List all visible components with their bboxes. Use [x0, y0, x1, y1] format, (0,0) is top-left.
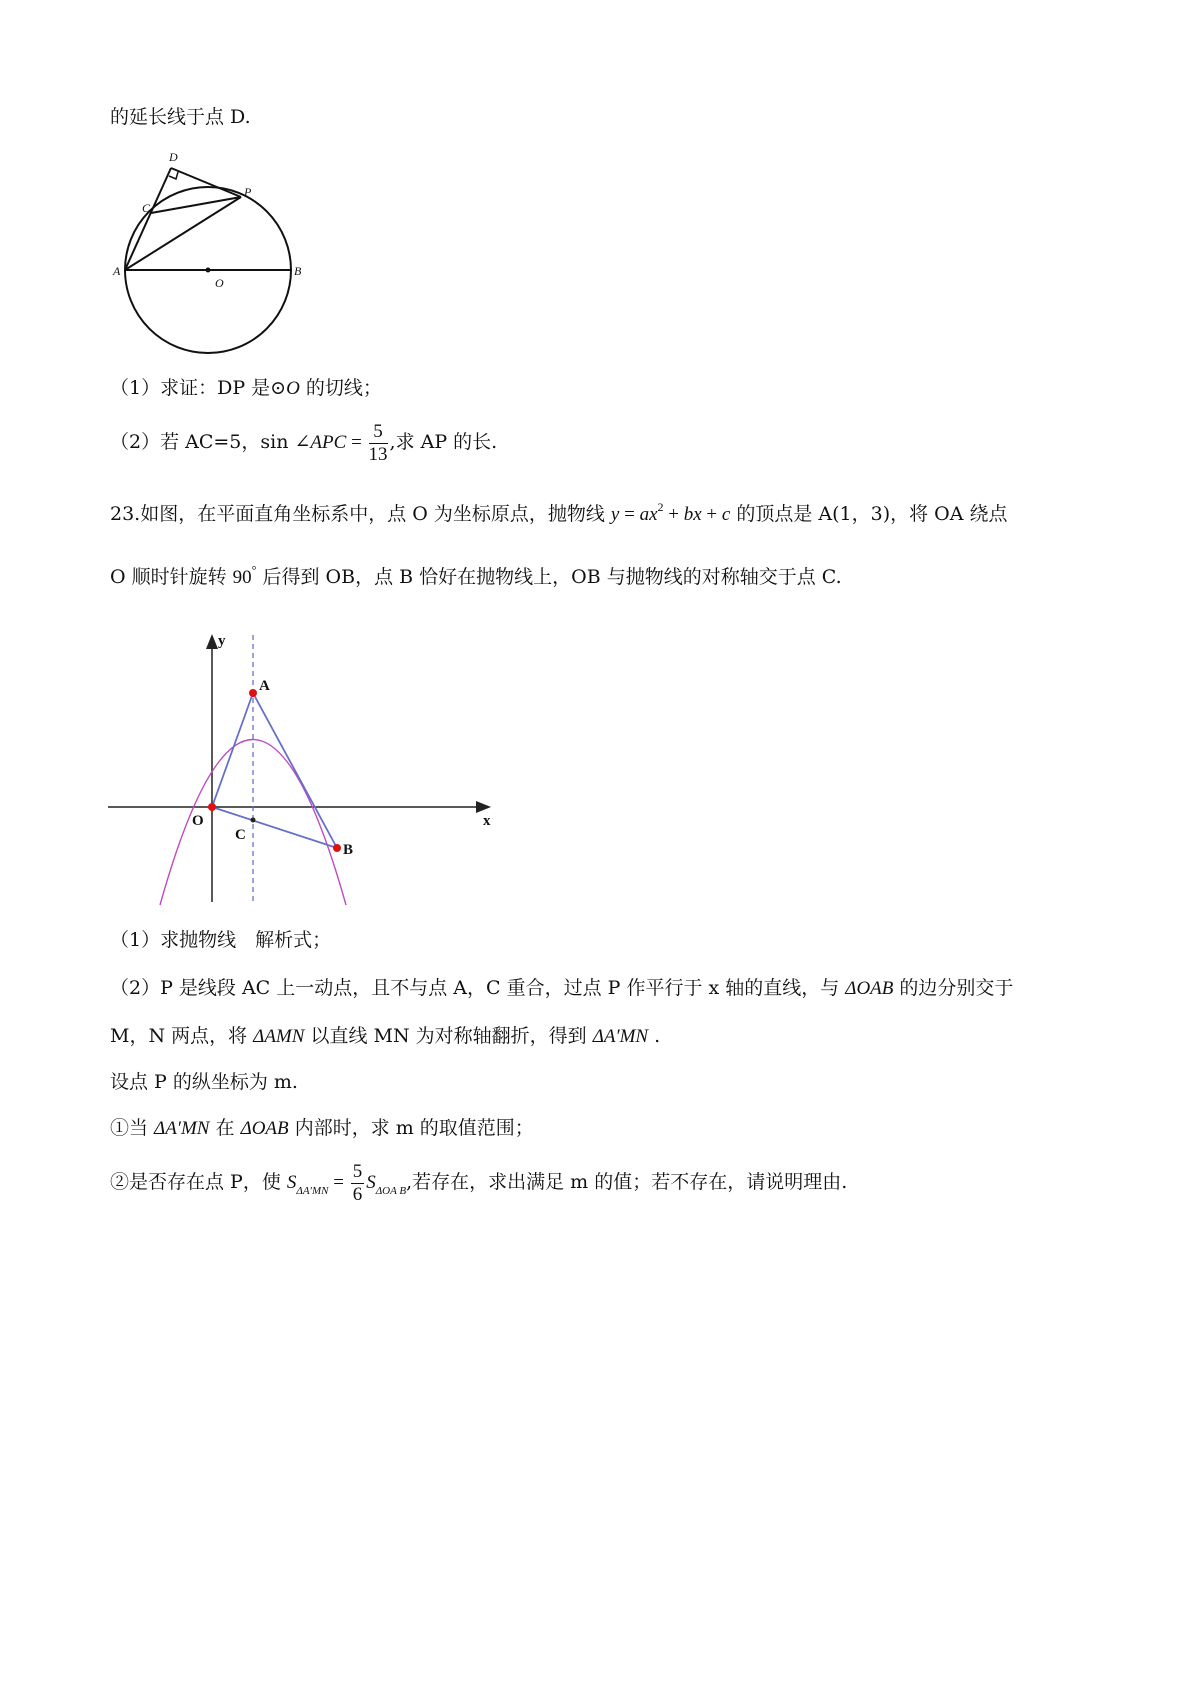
point-o [208, 803, 216, 811]
center-dot [206, 268, 211, 273]
label-p: P [244, 185, 252, 199]
label-b: B [294, 264, 302, 278]
label-c: C [142, 201, 151, 215]
circle-dot-symbol: ⊙ [270, 378, 287, 399]
label-o: O [192, 813, 204, 829]
q23-part1: （1）求抛物线 解析式； [110, 929, 332, 951]
q23-part5: ①当 ΔA′MN 在 ΔOAB 内部时，求 m 的取值范围； [110, 1117, 534, 1139]
segment-oa [212, 693, 253, 807]
point-b [333, 844, 341, 852]
label-a: A [113, 264, 121, 278]
q23-part4: 设点 P 的纵坐标为 m. [110, 1071, 298, 1093]
label-b: B [343, 842, 354, 858]
point-c [251, 818, 256, 823]
label-y: y [218, 633, 226, 649]
label-x: x [483, 813, 491, 829]
fraction-5-13: $\frac{5}{13}$ [368, 420, 388, 465]
q23-part3: M，N 两点，将 ΔAMN 以直线 MN 为对称轴翻折，得到 ΔA′MN . [110, 1025, 661, 1047]
point-a [249, 689, 257, 697]
intro-line: 的延长线于点 D. [110, 106, 251, 128]
q22-part1: （1）求证：DP 是⊙O 的切线； [110, 377, 382, 399]
label-a: A [259, 678, 270, 694]
label-o: O [215, 276, 224, 290]
parabola-figure [105, 625, 505, 910]
segment-dp [171, 168, 241, 197]
right-angle-mark [169, 172, 178, 179]
q23-line1: 23.如图，在平面直角坐标系中，点 O 为坐标原点，抛物线 $y = ax^2$ + bx + c 的顶点是 A(1，3)，将 OA 绕点 [110, 500, 1008, 525]
fraction-5-6: $\frac{5}{6}$ [352, 1160, 363, 1205]
q23-part6: ②是否存在点 P，使 $S_{\Delta A'MN}$ = $\frac{5}{6}$ $S_{\Delta OA B}$,若存在，求出满足 m 的值；若不存在，请说明理由. [110, 1160, 848, 1205]
circle-figure [110, 145, 310, 360]
label-d: D [169, 150, 178, 164]
q23-line2: O 顺时针旋转 90° 后得到 OB，点 B 恰好在抛物线上，OB 与抛物线的对称轴交于点 C. [110, 563, 842, 588]
q22-part2: （2）若 AC=5，sin ∠APC = $\frac{5}{13}$ ,求 AP 的长. [110, 420, 498, 465]
label-c: C [235, 827, 246, 843]
q23-part2: （2）P 是线段 AC 上一动点，且不与点 A，C 重合，过点 P 作平行于 x 轴的直线，与 ΔOAB 的边分别交于 [110, 977, 1014, 999]
